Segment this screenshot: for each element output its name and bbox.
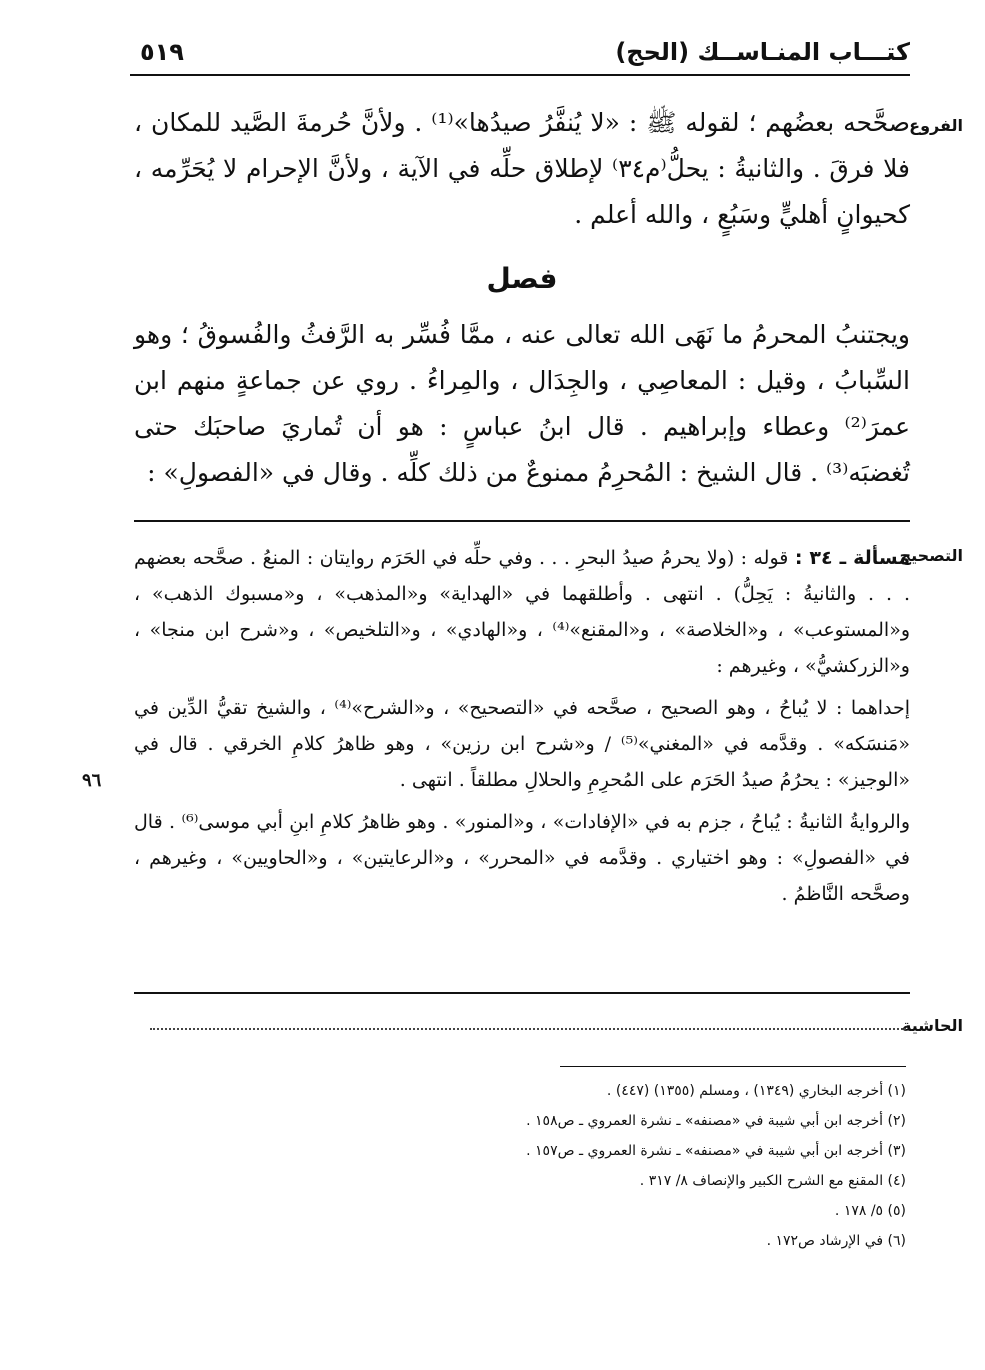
main-paragraph-1: صحَّحه بعضُهم ؛ لقوله ﷺ : «لا يُنفَّرُ صيدُها»⁽¹⁾ . ولأنَّ حُرمةَ الصَّيد للمكان ، فلا فرقَ . والثانيةُ : يحلُّ⁽م٣٤⁾ لإطلاق حلِّه في الآية ، ولأنَّ الإحرام لا يُحَرِّمه ، كحيوانٍ أهليٍّ وسَبُعٍ ، والله أعلم . xyxy=(134,108,910,229)
footnotes xyxy=(440,1076,906,1256)
footnote-separator xyxy=(560,1066,906,1067)
tashih-paragraph-2: إحداهما : لا يُباحُ ، وهو الصحيح ، صحَّحه في «التصحيح» ، و«الشرح»⁽⁴⁾ ، والشيخ تقيُّ الدِّين في «مَنسَكه» . وقدَّمه في «المغني»⁽⁵⁾ / و«شرح ابن رزين» ، وهو ظاهرُ كلامِ الخرقي . قال في «الوجيز» : يحرُمُ صيدُ الحَرَم على المُحرِمِ والحلالِ مطلقاً . انتهى . xyxy=(134,697,910,791)
page-number: ٥١٩ xyxy=(140,38,184,66)
margin-reference-number: ٩٦ xyxy=(82,770,102,791)
margin-label-hashiya: الحاشية xyxy=(902,1016,963,1035)
main-text-block-1 xyxy=(134,100,910,238)
tashih-block xyxy=(134,540,910,918)
tashih-text-1: قوله : (ولا يحرمُ صيدُ البحرِ . . . وفي حلِّه في الحَرَم روايتان : المنعُ . صحَّحه بعضهم . . . والثانيةُ : يَحِلُّ) . انتهى . وأطلقهما في «الهداية» و«المذهب» ، و«مسبوك الذهب» ، و«المستوعب» ، و«الخلاصة» ، و«المقنع»⁽⁴⁾ ، و«الهادي» ، و«التلخيص» ، و«شرح ابن منجا» ، و«الزركشيُّ» ، وغيرهم : xyxy=(134,547,911,677)
section-divider xyxy=(134,520,910,522)
footnote-item: (٣) أخرجه ابن أبي شيبة في «مصنفه» ـ نشرة العمروي ـ ص١٥٧ . xyxy=(526,1143,906,1159)
margin-label-furu: الفروع xyxy=(909,116,963,135)
main-paragraph-2: ويجتنبُ المحرمُ ما نَهَى الله تعالى عنه ، ممَّا فُسِّر به الرَّفثُ والفُسوقُ ؛ وهو السِّبابُ ، وقيل : المعاصِي ، والجِدَال ، والمِراءُ . روي عن جماعةٍ منهم ابن عمرَ⁽²⁾ وعطاء وإبراهيم . قال ابنُ عباسٍ : هو أن تُماريَ صاحبَك حتى تُغضبَه⁽³⁾ . قال الشيخ : المُحرِمُ ممنوعٌ من ذلك كلِّه . وقال في «الفصولِ» : xyxy=(134,320,910,487)
section-heading: فصل xyxy=(486,262,558,295)
tashih-paragraph-3: والروايةُ الثانيةُ : يُباحُ ، جزم به في «الإفادات» ، و«المنور» . وهو ظاهرُ كلامِ ابنِ أبي موسى⁽⁶⁾ . قال في «الفصولِ» : وهو اختياري . وقدَّمه في «المحرر» ، و«الرعايتين» ، و«الحاويين» ، وغيرهم ، وصحَّحه النَّاظمُ . xyxy=(134,811,910,905)
page-header xyxy=(130,38,910,76)
footnote-item: (٥) ٥/ ١٧٨ . xyxy=(834,1203,906,1219)
running-title: كتـــاب المنـاســك (الحج) xyxy=(615,38,910,66)
footnote-item: (٤) المقنع مع الشرح الكبير والإنصاف ٨/ ٣١٧ . xyxy=(639,1173,906,1189)
margin-label-tashih: التصحيح xyxy=(899,546,963,565)
footnote-item: (٦) في الإرشاد ص١٧٢ . xyxy=(766,1233,906,1249)
tashih-paragraph-1 xyxy=(134,540,910,684)
main-text-block-2 xyxy=(134,312,910,496)
issue-label: مسألة ـ ٣٤ : xyxy=(794,547,911,569)
tashih-divider xyxy=(134,992,910,994)
footnote-item: (٢) أخرجه ابن أبي شيبة في «مصنفه» ـ نشرة العمروي ـ ص١٥٨ . xyxy=(526,1113,906,1129)
hashiya-dotted-line xyxy=(150,1028,906,1030)
footnote-item: (١) أخرجه البخاري (١٣٤٩) ، ومسلم (١٣٥٥) (٤٤٧) . xyxy=(606,1083,906,1099)
